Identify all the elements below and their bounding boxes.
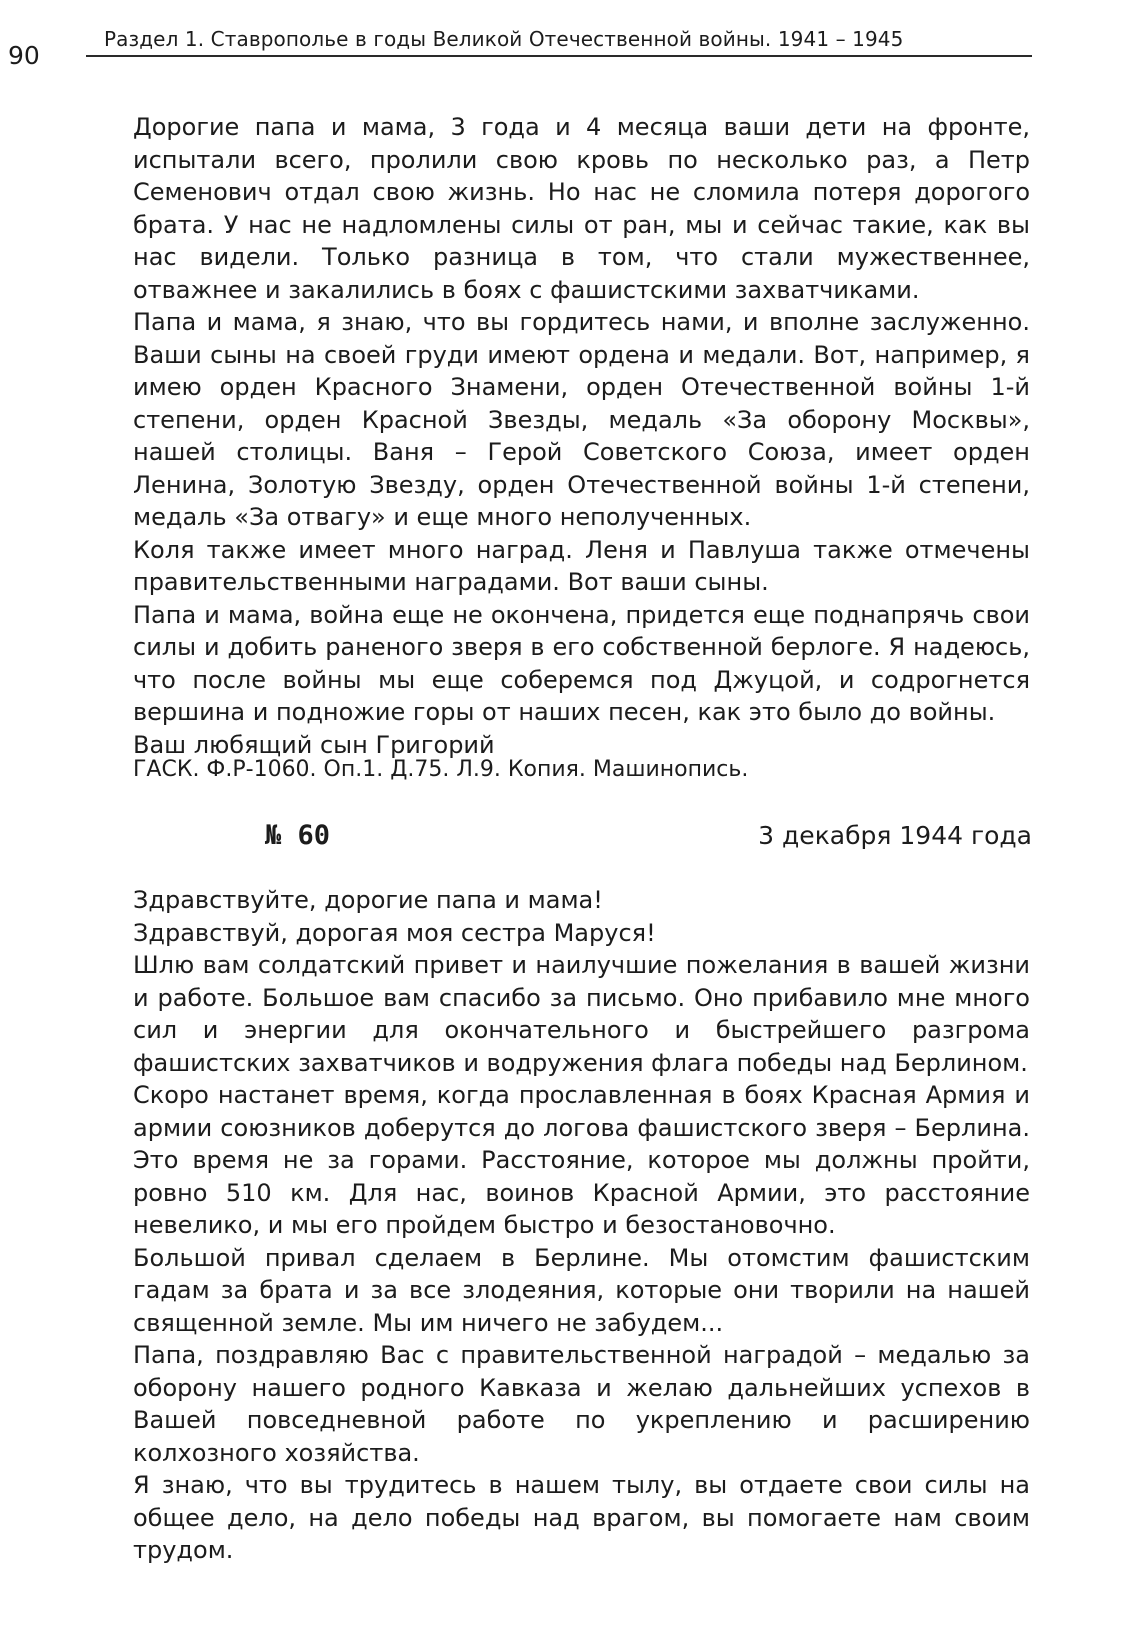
letter-2-paragraph: Шлю вам солдатский привет и наилучшие пожелания в вашей жизни и работе. Большое вам спасибо за письмо. Оно прибавило мне много сил и энергии для окончательного и быстрейшего разгрома фашистских захватчиков и водружения флага победы над Берлином. (133, 951, 1030, 1077)
letter-1 (133, 111, 1030, 761)
letter-2-greeting: Здравствуй, дорогая моя сестра Маруся! (133, 918, 656, 947)
letter-1-paragraph: Папа и мама, война еще не окончена, придется еще поднапрячь свои силы и добить раненого зверя в его собственной берлоге. Я надеюсь, что после войны мы еще соберемся под Джуцой, и содрогнется вершина и подножие горы от наших песен, как это было до войны. (133, 600, 1030, 726)
letter-2-paragraph: Скоро настанет время, когда прославленная в боях Красная Армия и армии союзников доберутся до логова фашистского зверя – Берлина. Это время не за горами. Расстояние, которое мы должны пройти, ровно 510 км. Для нас, воинов Красной Армии, это расстояние невелико, и мы его пройдем быстро и безостановочно. (133, 1081, 1030, 1239)
letter-2-paragraph: Папа, поздравляю Вас с правительственной наградой – медалью за оборону нашего родного Кавказа и желаю дальнейших успехов в Вашей повседневной работе по укреплению и расширению колхозного хозяйства. (133, 1341, 1030, 1467)
header-rule (86, 55, 1032, 57)
letter-2-paragraph: Большой привал сделаем в Берлине. Мы отомстим фашистским гадам за брата и за все злодеяния, которые они творили на нашей священной земле. Мы им ничего не забудем... (133, 1243, 1030, 1337)
letter-1-paragraph: Папа и мама, я знаю, что вы гордитесь нами, и вполне заслуженно. Ваши сыны на своей груди имеют ордена и медали. Вот, например, я имею орден Красного Знамени, орден Отечественной войны 1-й степени, орден Красной Звезды, медаль «За оборону Москвы», нашей столицы. Ваня – Герой Советского Союза, имеет орден Ленина, Золотую Звезду, орден Отечественной войны 1-й степени, медаль «За отвагу» и еще много неполученных. (133, 308, 1030, 531)
archive-reference: ГАСК. Ф.Р-1060. Оп.1. Д.75. Л.9. Копия. Машинопись. (133, 757, 749, 782)
letter-1-paragraph: Дорогие папа и мама, 3 года и 4 месяца ваши дети на фронте, испытали всего, пролили свою кровь по несколько раз, а Петр Семенович отдал свою жизнь. Но нас не сломила потеря дорогого брата. У нас не надломлены силы от ран, мы и сейчас такие, как вы нас видели. Только разница в том, что стали мужественнее, отважнее и закалились в боях с фашистскими захватчиками. (133, 113, 1030, 304)
document-number: № 60 (265, 820, 331, 851)
letter-1-signature: Ваш любящий сын Григорий (133, 730, 495, 759)
document-date: 3 декабря 1944 года (758, 821, 1032, 850)
running-head: Раздел 1. Ставрополье в годы Великой Отечественной войны. 1941 – 1945 (104, 27, 904, 51)
letter-2 (133, 884, 1030, 1567)
letter-2-greeting: Здравствуйте, дорогие папа и мама! (133, 886, 603, 914)
page-number: 90 (8, 41, 40, 70)
letter-1-paragraph: Коля также имеет много наград. Леня и Павлуша также отмечены правительственными наградами. Вот ваши сыны. (133, 535, 1030, 596)
letter-2-paragraph: Я знаю, что вы трудитесь в нашем тылу, вы отдаете свои силы на общее дело, на дело победы над врагом, вы помогаете нам своим трудом. (133, 1471, 1030, 1564)
